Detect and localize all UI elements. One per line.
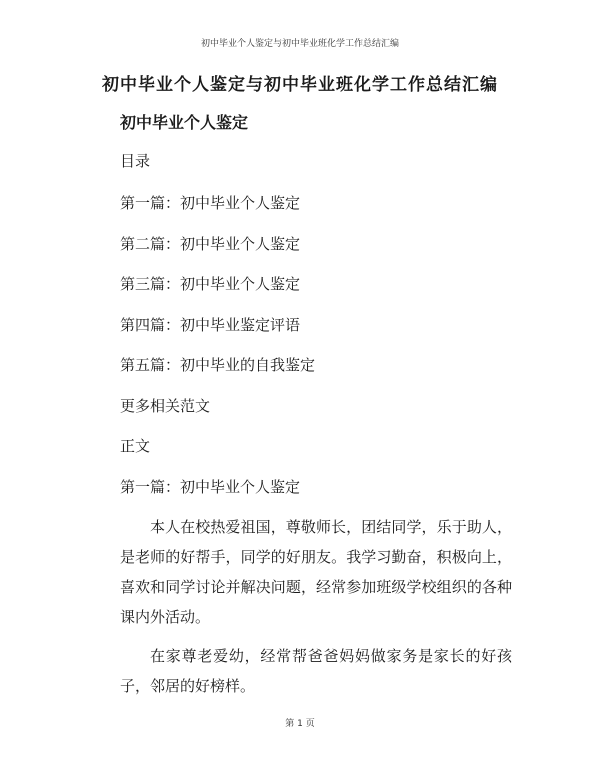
toc-item-4: 第四篇：初中毕业鉴定评语 [120,316,301,334]
toc-item-5: 第五篇：初中毕业的自我鉴定 [120,356,316,374]
toc-item-1: 第一篇：初中毕业个人鉴定 [120,194,301,212]
toc-label: 目录 [120,152,151,170]
page-number: 第 1 页 [285,719,315,729]
toc-item-3: 第三篇：初中毕业个人鉴定 [120,275,301,293]
document-title: 初中毕业个人鉴定与初中毕业班化学工作总结汇编 [102,75,498,95]
body-label: 正文 [120,437,151,455]
more-related-label: 更多相关范文 [120,397,211,415]
toc-item-2: 第二篇：初中毕业个人鉴定 [120,235,301,253]
body-paragraph: 本人在校热爱祖国，尊敬师长，团结同学，乐于助人，是老师的好帮手，同学的好朋友。我学习勤奋，积极向上，喜欢和同学讨论并解决问题，经常参加班级学校组织的各种课内外活动。 [120,518,512,626]
running-header: 初中毕业个人鉴定与初中毕业班化学工作总结汇编 [200,39,399,49]
section-title: 初中毕业个人鉴定 [120,113,249,132]
body-paragraph: 在家尊老爱幼，经常帮爸爸妈妈做家务是家长的好孩子，邻居的好榜样。 [120,647,512,695]
chapter-heading: 第一篇：初中毕业个人鉴定 [120,478,301,496]
